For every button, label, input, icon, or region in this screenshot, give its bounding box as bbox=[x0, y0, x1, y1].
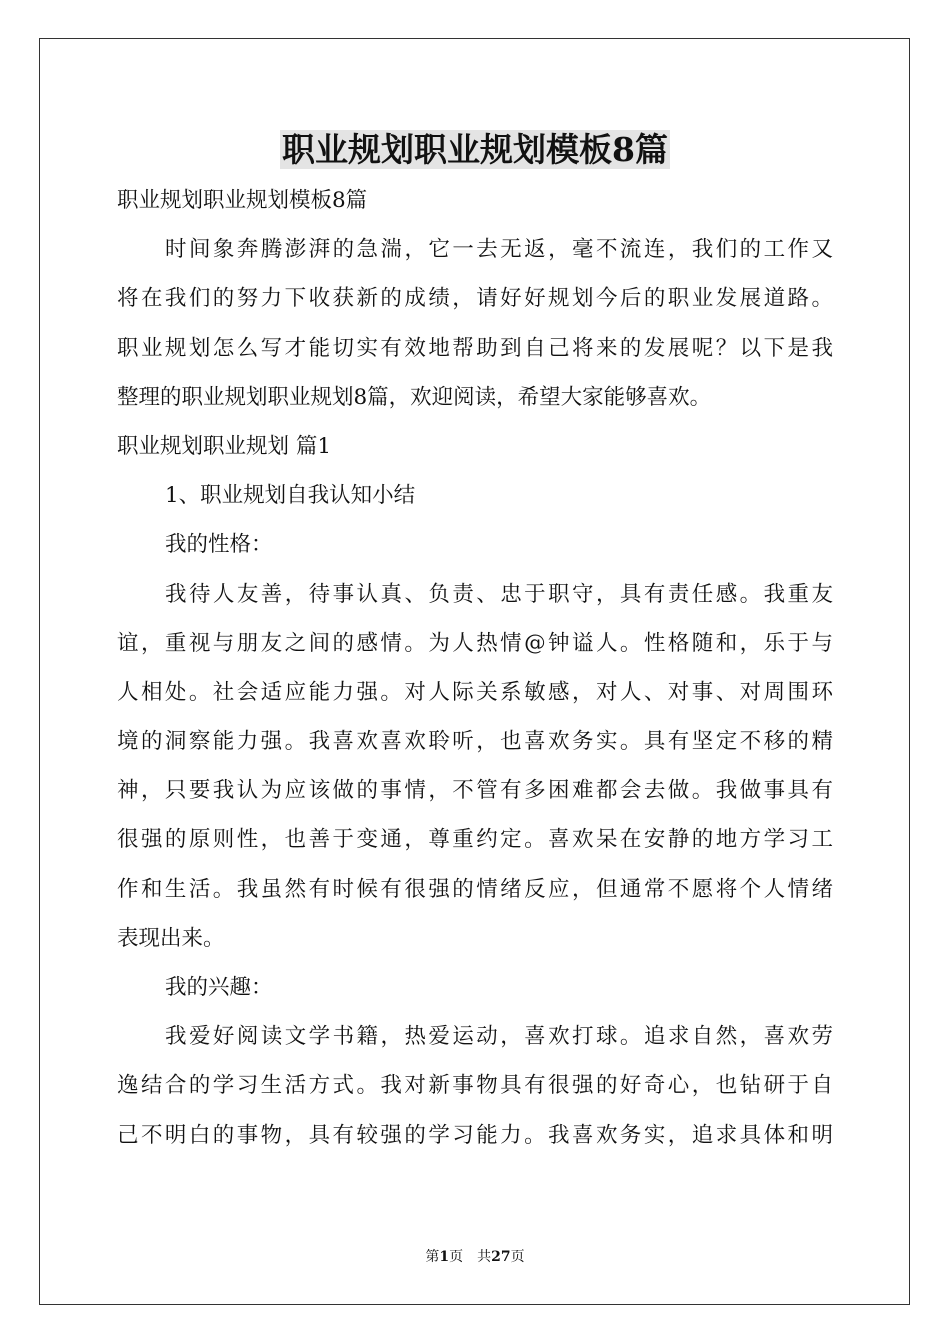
text-line: 整理的职业规划职业规划8篇，欢迎阅读，希望大家能够喜欢。 bbox=[117, 384, 712, 410]
text-line: 1、职业规划自我认知小结 bbox=[165, 483, 416, 509]
text-line: 我的性格： bbox=[165, 532, 273, 558]
text-line: 时间象奔腾澎湃的急湍，它一去无返，毫不流连，我们的工作又 bbox=[165, 237, 833, 263]
text-line: 谊，重视与朋友之间的感情。为人热情@钟谥人。性格随和，乐于与 bbox=[117, 630, 833, 656]
text-line: 人相处。社会适应能力强。对人际关系敏感，对人、对事、对周围环 bbox=[117, 679, 833, 705]
text-line: 作和生活。我虽然有时候有很强的情绪反应，但通常不愿将个人情绪 bbox=[117, 876, 833, 902]
text-line: 境的洞察能力强。我喜欢喜欢聆听，也喜欢务实。具有坚定不移的精 bbox=[117, 729, 833, 755]
text-line: 我的兴趣： bbox=[165, 975, 273, 1000]
text-line: 神，只要我认为应该做的事情，不管有多困难都会去做。我做事具有 bbox=[117, 778, 833, 804]
footer-mid: 页 共 bbox=[449, 1249, 492, 1265]
document-title bbox=[0, 127, 950, 173]
text-line: 表现出来。 bbox=[117, 925, 225, 951]
document-body bbox=[117, 176, 833, 1160]
footer-page-current: 1 bbox=[439, 1249, 450, 1265]
text-line: 将在我们的努力下收获新的成绩，请好好规划今后的职业发展道路。 bbox=[117, 286, 833, 312]
footer-suffix: 页 bbox=[510, 1249, 525, 1265]
footer-prefix: 第 bbox=[425, 1249, 440, 1265]
text-line: 我爱好阅读文学书籍，热爱运动，喜欢打球。追求自然，喜欢劳 bbox=[165, 1024, 833, 1050]
text-line: 职业规划怎么写才能切实有效地帮助到自己将来的发展呢？以下是我 bbox=[117, 335, 833, 361]
document-title-text: 职业规划职业规划模板8篇 bbox=[282, 130, 668, 169]
text-line: 职业规划职业规划模板8篇 bbox=[117, 188, 368, 213]
text-line: 逸结合的学习生活方式。我对新事物具有很强的好奇心，也钻研于自 bbox=[117, 1073, 833, 1099]
text-line: 很强的原则性，也善于变通，尊重约定。喜欢呆在安静的地方学习工 bbox=[117, 827, 833, 853]
text-line: 职业规划职业规划 篇1 bbox=[117, 433, 332, 459]
footer-page-total: 27 bbox=[491, 1249, 511, 1265]
text-line: 我待人友善，待事认真、负责、忠于职守，具有责任感。我重友 bbox=[165, 581, 833, 607]
text-line: 己不明白的事物，具有较强的学习能力。我喜欢务实，追求具体和明 bbox=[117, 1122, 833, 1148]
page-footer bbox=[0, 1247, 950, 1267]
